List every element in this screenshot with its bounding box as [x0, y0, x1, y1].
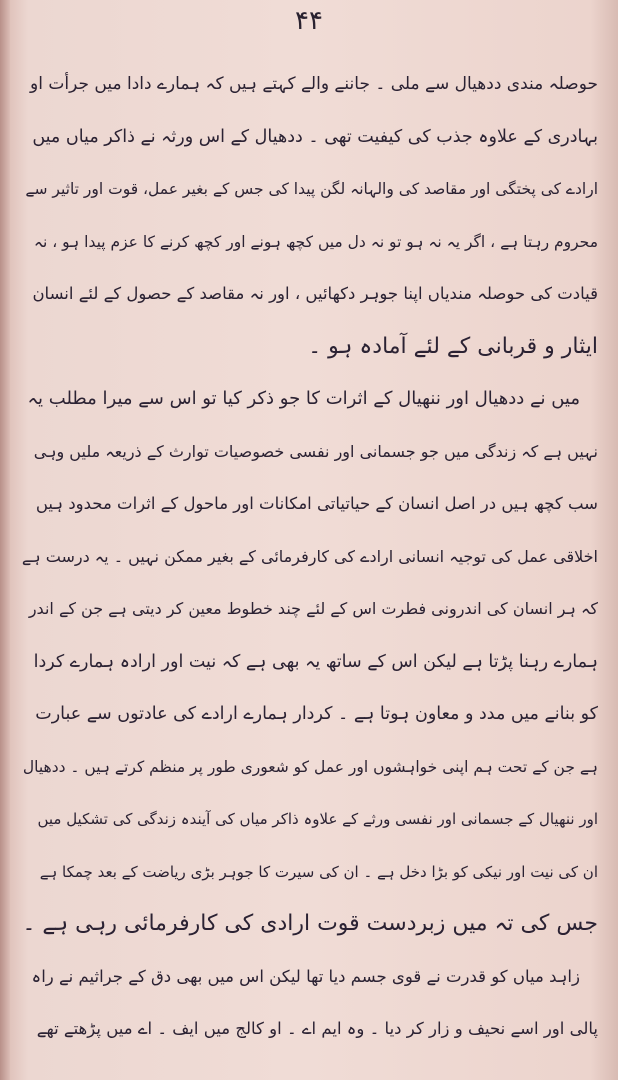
text-line: قیادت کی حوصلہ مندیاں اپنا جوہر دکھائیں ، اور نہ مقاصد کے حصول کے لئے انسان — [32, 284, 598, 303]
text-line: نہیں ہے کہ زندگی میں جو جسمانی اور نفسی خصوصیات توارث کے ذریعہ ملیں وہی — [33, 441, 598, 461]
text-line: زاہد میاں کو قدرت نے قوی جسم دیا تھا لیکن اس میں بھی دق کے جراثیم نے راہ — [31, 966, 580, 986]
page-number: ۴۴ — [295, 6, 323, 36]
text-line: جس کی تہ میں زبردست قوت ارادی کی کارفرمائی رہی ہے ۔ — [22, 911, 598, 936]
text-line: حوصلہ مندی ددھیال سے ملی ۔ جاننے والے کہتے ہیں کہ ہمارے دادا میں جرأت او — [30, 74, 598, 94]
text-line: اور ننھیال کے جسمانی اور نفسی ورثے کے علاوہ ذاکر میاں کی آیندہ زندگی کی تشکیل میں — [37, 810, 598, 828]
text-line: کہ ہر انسان کی اندرونی فطرت اس کے لئے چند خطوط معین کر دیتی ہے جن کے اندر — [28, 599, 598, 618]
text-line: بہادری کے علاوہ جذب کی کیفیت تھی ۔ ددھیال کے اس ورثہ نے ذاکر میاں میں — [32, 126, 598, 147]
text-line: پالی اور اسے نحیف و زار کر دیا ۔ وہ ایم اے ۔ او کالج میں ایف ۔ اے میں پڑھتے تھے — [36, 1019, 598, 1038]
text-line: ارادے کی پختگی اور مقاصد کی والہانہ لگن پیدا کی جس کے بغیر عمل، قوت اور تاثیر سے — [25, 180, 598, 198]
text-line: محروم رہتا ہے ، اگر یہ نہ ہو تو نہ دل میں کچھ ہونے اور کچھ کرنے کا عزم پیدا ہو ، نہ — [33, 232, 598, 251]
text-line: اخلاقی عمل کی توجیہ انسانی ارادے کی کارفرمائی کے بغیر ممکن نہیں ۔ یہ درست ہے — [22, 546, 598, 566]
text-line: کو بنانے میں مدد و معاون ہوتا ہے ۔ کردار ہمارے ارادے کی عادتوں سے عبارت — [35, 704, 598, 724]
page-body-text — [22, 58, 598, 1056]
text-line: سب کچھ ہیں در اصل انسان کے حیاتیاتی امکانات اور ماحول کے اثرات محدود ہیں — [35, 494, 598, 513]
page-binding-edge — [0, 0, 10, 1080]
text-line: ہمارے رہنا پڑتا ہے لیکن اس کے ساتھ یہ بھی ہے کہ نیت اور ارادہ ہمارے کردا — [33, 651, 598, 672]
text-line: میں نے ددھیال اور ننھیال کے اثرات کا جو ذکر کیا تو اس سے میرا مطلب یہ — [27, 388, 580, 409]
text-line: ان کی نیت اور نیکی کو بڑا دخل ہے ۔ ان کی سیرت کا جوہر بڑی ریاضت کے بعد چمکا ہے — [39, 862, 598, 881]
text-line: ایثار و قربانی کے لئے آمادہ ہو ۔ — [308, 333, 598, 359]
text-line: ہے جن کے تحت ہم اپنی خواہشوں اور عمل کو شعوری طور پر منظم کرتے ہیں ۔ ددھیال — [22, 757, 598, 776]
